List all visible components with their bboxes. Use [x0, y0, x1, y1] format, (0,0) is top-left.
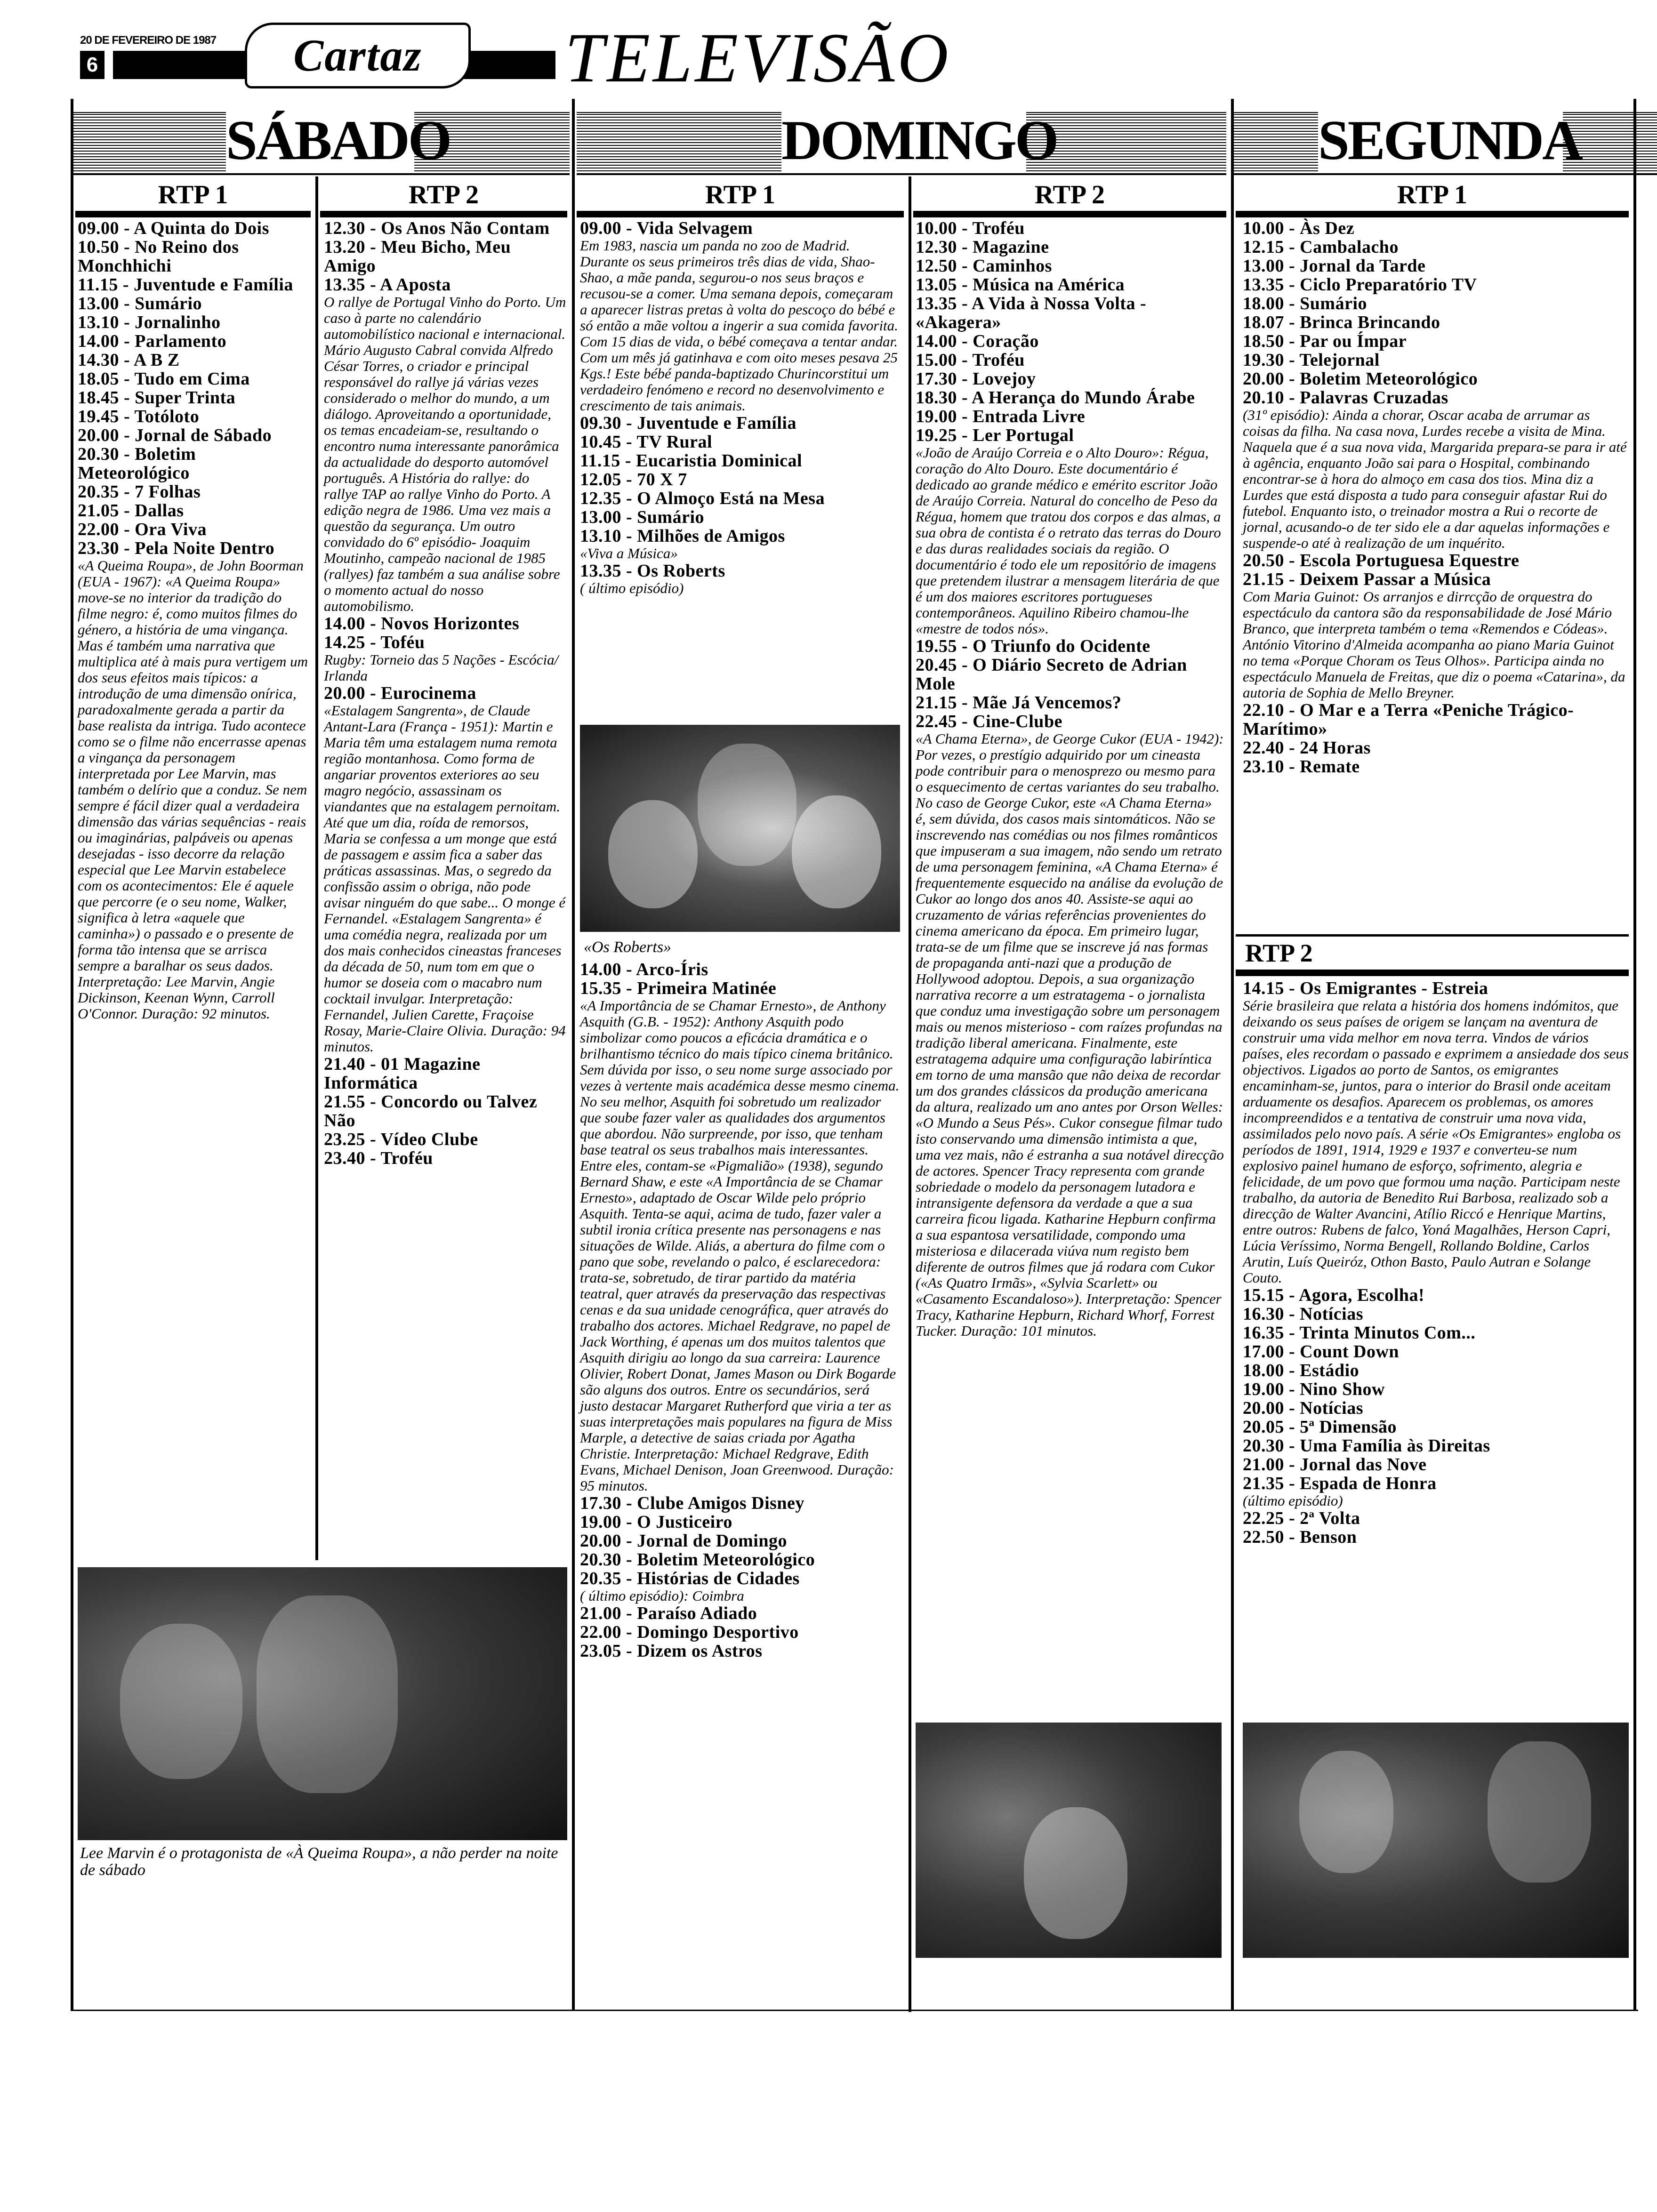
- section-title: TELEVISÃO: [565, 19, 951, 97]
- program-title: 19.25 - Ler Portugal: [916, 425, 1074, 445]
- program-description: «A Chama Eterna», de George Cukor (EUA - 1942): Por vezes, o prestígio adquirido por um cineasta pode contribuir para o menosprezo ou mesmo para o esquecimento de certas variantes do seu trabalho. No caso de George Cukor, este «A Chama Eterna» é, sem dúvida, dos casos mais sintomáticos. Não se inscrevendo nas comédias ou nos filmes românticos que impuseram a sua imagem, não sendo um retrato de uma personagem feminina, «A Chama Eterna» é frequentemente esquecido na análise da evolução de Cukor ao longo dos anos 40. Assiste-se aqui ao cruzamento de várias referências provenientes do cinema americano da época. Em primeiro lugar, trata-se de um filme que se inscreve já nas formas de propaganda anti-nazi que a produção de Hollywood adoptou. Depois, a sua organização narrativa recorre a um estratagema - o jornalista que conduz uma investigação sobre um personagem mais ou menos misterioso - com raízes profundas na tradição liberal americana. Finalmente, este estratagema adquire uma configuração labiríntica em torno de uma mansão que não deixa de recordar um dos grandes clássicos da produção americana da altura, realizado um ano antes por Orson Welles: «O Mundo a Seus Pés». Cukor consegue filmar tudo isto conservando uma dimensão intimista a que, uma vez mais, não é estranha a sua notável direcção de actores. Spencer Tracy representa com grande sobriedade o modelo da personagem lutadora e intransigente defensora da verdade a que a sua carreira ficou ligada. Katharine Hepburn confirma a sua espantosa versatilidade, compondo uma misteriosa e dilacerada viúva num registo bem diferente de outros filmes que já rodara com Cukor («As Quatro Irmãs», «Sylvia Scarlett» ou «Casamento Escandaloso»). Interpretação: Spencer Tracy, Katharine Hepburn, Richard Whorf, Forrest Tucker. Duração: 101 minutos.: [916, 730, 1224, 1339]
- program-description: «A Importância de se Chamar Ernesto», de Anthony Asquith (G.B. - 1952): Anthony Asquith podo simbolizar como poucos a eficácia dramática e o brilhantismo técnico do mais típico cinema britânico. Sem dúvida por isso, o seu nome surge associado por vezes à vertente mais académica desse mesmo cinema. No seu melhor, Asquith foi sobretudo um realizador que soube fazer valer as qualidades dos argumentos que abordou. Não surpreende, por isso, que tenham base teatral os seus trabalhos mais interessantes. Entre eles, contam-se «Pigmalião» (1938), segundo Bernard Shaw, e este «A Importância de se Chamar Ernesto», adaptado de Oscar Wilde pelo próprio Asquith. Tenta-se aqui, acima de tudo, fazer valer a subtil ironia crítica presente nas personagens e nas situações de Wilde. Aliás, a abertura do filme com o pano que sobe, revelando o palco, é esclarecedora: trata-se, sobretudo, de tirar partido da matéria teatral, quer através da preservação das respectivas cenas e da sua unidade cenográfica, quer através do trabalho dos actores. Michael Redgrave, no papel de Jack Worthing, é apenas um dos muitos talentos que Asquith dirigiu ao longo da sua carreira: Laurence Olivier, Robert Donat, James Mason ou Dirk Bogarde são alguns dos outros. Entre os secundários, será justo destacar Margaret Rutherford que viria a ter as suas interpretações mais populares na figura de Miss Marple, a detective de saias criada por Agatha Christie. Interpretação: Michael Redgrave, Edith Evans, Michael Denison, Joan Greenwood. Duração: 95 minutos.: [580, 997, 900, 1494]
- program-title: 13.35 - Os Roberts: [580, 561, 725, 581]
- program-title: 19.30 - Telejornal: [1243, 350, 1380, 370]
- photo-figure: [1299, 1751, 1393, 1873]
- channel-header-sat-rtp2: RTP 2: [320, 178, 567, 217]
- program-title: 20.00 - Jornal de Domingo: [580, 1531, 787, 1551]
- program-title: 18.30 - A Herança do Mundo Árabe: [916, 388, 1195, 408]
- program-title: 19.00 - Entrada Livre: [916, 407, 1086, 426]
- program-description: ( último episódio): [580, 580, 684, 596]
- program-title: 13.35 - Ciclo Preparatório TV: [1243, 275, 1477, 295]
- day-title-saturday: SÁBADO: [226, 103, 414, 173]
- program-title: 23.25 - Vídeo Clube: [324, 1130, 478, 1149]
- channel-header-sat-rtp1: RTP 1: [75, 178, 311, 217]
- program-description: «Viva a Música»: [580, 545, 678, 561]
- program-description: (31º episódio): Ainda a chorar, Oscar acaba de arrumar as coisas da filha. Na casa nova, Lurdes recebe a visita de Mina. Naquela que é a sua nova vida, Margarida prepara-se para ir até à agência, enquanto João sai para o Hospital, combinando encontrar-se à hora do almoço em casa dos tios. Mina diz a Lurdes que está disposta a tudo para conseguir afastar Rui do futebol. Enquanto isto, o treinador mostra a Rui o recorte de jornal, acusando-o de ter sido ele a dar aquelas informações e suspende-o até à realização de um inquérito.: [1243, 407, 1627, 551]
- program-title: 14.00 - Novos Horizontes: [324, 614, 520, 633]
- program-title: 18.05 - Tudo em Cima: [78, 369, 250, 389]
- program-title: 12.50 - Caminhos: [916, 256, 1052, 276]
- photo-figure: [792, 795, 881, 908]
- program-title: 18.50 - Par ou Ímpar: [1243, 331, 1407, 351]
- program-title: 23.40 - Troféu: [324, 1148, 433, 1168]
- program-title: 18.00 - Estádio: [1243, 1361, 1359, 1380]
- program-title: 22.25 - 2ª Volta: [1243, 1508, 1360, 1528]
- program-title: 14.00 - Parlamento: [78, 331, 227, 351]
- program-title: 10.00 - Troféu: [916, 218, 1025, 238]
- program-description: Série brasileira que relata a história dos homens indómitos, que deixando os seus países de origem se lançam na aventura de construir uma vida melhor em nova terra. Vindos de vários países, eles recordam o passado e exprimem a ansiedade dos seus objectivos. Ligados ao porto de Santos, os emigrantes encaminham-se, juntos, para o interior do Brasil onde aceitam arduamente os desafios. Aparecem os problemas, os amores incompreendidos e a tentativa de construir uma nova vida, assimilados pelo novo país. A série «Os Emigrantes» engloba os períodos de 1891, 1914, 1929 e 1937 e converteu-se num explosivo painel humano de esforço, sofrimento, alegria e felicidade, de um povo que formou uma nação. Participam neste trabalho, da autoria de Benedito Rui Barbosa, realizado sob a direcção de Walter Avancini, Atílio Riccó e Henrique Martins, entre outros: Rubens de falco, Yoná Magalhães, Herson Capri, Lúcia Veríssimo, Norma Bengell, Rollando Boldine, Carlos Arutin, Luís Queiróz, Othon Basto, Paulo Autran e Solange Couto.: [1243, 997, 1629, 1286]
- program-title: 11.15 - Juventude e Família: [78, 275, 293, 295]
- program-title: 20.30 - Uma Família às Direitas: [1243, 1436, 1490, 1456]
- program-title: 22.45 - Cine-Clube: [916, 712, 1062, 731]
- day-title-sunday: DOMINGO: [781, 103, 1026, 173]
- program-title: 20.30 - Boletim Meteorológico: [78, 444, 196, 483]
- listing-mon-rtp2: [1243, 979, 1629, 1547]
- program-title: 22.10 - O Mar e a Terra «Peniche Trágico-Marítimo»: [1243, 700, 1574, 739]
- program-title: 21.00 - Jornal das Nove: [1243, 1455, 1427, 1475]
- program-description: Rugby: Torneio das 5 Nações - Escócia/ Irlanda: [324, 651, 559, 684]
- program-title: 14.15 - Os Emigrantes - Estreia: [1243, 978, 1488, 998]
- program-title: 22.00 - Ora Viva: [78, 520, 207, 539]
- program-title: 19.45 - Totóloto: [78, 407, 200, 426]
- program-title: 14.00 - Coração: [916, 331, 1039, 351]
- program-title: 13.35 - A Aposta: [324, 275, 451, 295]
- program-description: (último episódio): [1243, 1492, 1343, 1509]
- listing-sun-rtp2: [916, 219, 1224, 1339]
- channel-header-mon-rtp2-box: [1236, 934, 1629, 976]
- program-description: ( último episódio): Coimbra: [580, 1587, 744, 1604]
- program-title: 20.00 - Boletim Meteorológico: [1243, 369, 1478, 389]
- program-title: 18.00 - Sumário: [1243, 294, 1367, 313]
- program-title: 12.30 - Magazine: [916, 237, 1049, 257]
- program-title: 21.55 - Concordo ou Talvez Não: [324, 1092, 538, 1130]
- photo-benson: [1243, 1723, 1629, 1958]
- program-title: 20.30 - Boletim Meteorológico: [580, 1550, 815, 1570]
- photo-figure: [1488, 1741, 1591, 1883]
- program-title: 23.10 - Remate: [1243, 757, 1360, 777]
- channel-header-mon-rtp1: RTP 1: [1236, 178, 1629, 217]
- listing-sat-rtp1: [78, 219, 311, 1022]
- program-title: 20.45 - O Diário Secreto de Adrian Mole: [916, 655, 1187, 694]
- program-description: «A Queima Roupa», de John Boorman (EUA - 1967): «A Queima Roupa» move-se no interior da tradição do filme negro: é, como muitos filmes do género, a história de uma vingança. Mas é também uma narrativa que multiplica até à mais pura vertigem um dos seus efeitos mais típicos: a introdução de uma dimensão onírica, paradoxalmente gerada a partir da base realista da intriga. Tudo acontece como se o filme não encerrasse apenas a vingança da personagem interpretada por Lee Marvin, mas também o delírio que a conduz. Se nem sempre é fácil dizer qual a verdadeira dimensão das várias sequências - reais ou imaginárias, palpáveis ou apenas desejadas - isso decorre da relação especial que Lee Marvin estabelece com os acontecimentos: Ele é aquele que percorre (e o seu nome, Walker, significa à letra «aquele que caminha») o passado e o presente de forma tão intensa que se arrisca sempre a baralhar os seus dados. Interpretação: Lee Marvin, Angie Dickinson, Keenan Wynn, Carroll O'Connor. Duração: 92 minutos.: [78, 557, 308, 1022]
- program-title: 18.45 - Super Trinta: [78, 388, 236, 408]
- program-title: 09.00 - A Quinta do Dois: [78, 218, 269, 238]
- program-title: 20.35 - Histórias de Cidades: [580, 1569, 800, 1588]
- photo-lee-marvin: [78, 1567, 567, 1840]
- photo-lovejoy: [916, 1723, 1222, 1958]
- program-title: 12.35 - O Almoço Está na Mesa: [580, 489, 825, 508]
- program-title: 16.35 - Trinta Minutos Com...: [1243, 1323, 1476, 1343]
- program-title: 13.10 - Milhões de Amigos: [580, 526, 785, 546]
- program-title: 13.05 - Música na América: [916, 275, 1125, 295]
- program-title: 09.00 - Vida Selvagem: [580, 218, 753, 238]
- program-title: 13.35 - A Vida à Nossa Volta - «Akagera»: [916, 294, 1147, 332]
- program-title: 11.15 - Eucaristia Dominical: [580, 451, 803, 471]
- channel-header-mon-rtp2: RTP 2: [1245, 939, 1313, 967]
- program-title: 20.50 - Escola Portuguesa Equestre: [1243, 551, 1520, 570]
- program-description: Em 1983, nascia um panda no zoo de Madrid. Durante os seus primeiros três dias de vida, Shao-Shao, a mãe panda, segurou-o nos seus braços e recusou-se a comer. Uma semana depois, começaram a aparecer listras pretas à volta do pescoço do bébé e só então a mãe voltou a ingerir a sua comida favorita. Com 15 dias de vida, o bébé começava a tentar andar. Com um mês já gatinhava e com oito meses pesava 25 Kgs.! Este bébé panda-baptizado Churincorstitui um verdadeiro fenómeno e record no desenvolvimento e crescimento de tais animais.: [580, 237, 898, 414]
- photo-figure: [257, 1595, 398, 1793]
- program-title: 20.35 - 7 Folhas: [78, 482, 201, 502]
- program-title: 17.00 - Count Down: [1243, 1342, 1400, 1362]
- program-title: 20.05 - 5ª Dimensão: [1243, 1417, 1397, 1437]
- listing-sat-rtp2: [324, 219, 566, 1168]
- photo-os-roberts: [580, 725, 900, 932]
- program-title: 15.00 - Troféu: [916, 350, 1025, 370]
- program-description: «Estalagem Sangrenta», de Claude Antant-Lara (França - 1951): Martin e Maria têm uma estalagem numa remota região montanhosa. Como forma de angariar proventos exteriores ao seu magro negócio, assassinam os viandantes que na estalagem pernoitam. Até que um dia, roída de remorsos, Maria se confessa a um monge que está de passagem e assim fica a saber das práticas assassinas. Mas, o segredo da confissão assim o obriga, não pode avisar ninguém do que sabe... O monge é Fernandel. «Estalagem Sangrenta» é uma comédia negra, realizada por um dos mais conhecidos cineastas franceses da década de 50, num tom em que o humor se doseia com o macabro num cocktail invulgar. Interpretação: Fernandel, Julien Carette, Fraçoise Rosay, Marie-Claire Olivia. Duração: 94 minutos.: [324, 702, 566, 1055]
- program-title: 22.00 - Domingo Desportivo: [580, 1622, 799, 1642]
- program-title: 17.30 - Clube Amigos Disney: [580, 1493, 804, 1513]
- program-title: 23.05 - Dizem os Astros: [580, 1641, 763, 1661]
- program-title: 13.00 - Sumário: [78, 294, 202, 313]
- program-title: 15.15 - Agora, Escolha!: [1243, 1285, 1425, 1305]
- program-title: 10.45 - TV Rural: [580, 432, 713, 452]
- channel-header-sun-rtp2: RTP 2: [913, 178, 1226, 217]
- program-title: 20.10 - Palavras Cruzadas: [1243, 388, 1448, 408]
- program-title: 20.00 - Notícias: [1243, 1398, 1364, 1418]
- program-title: 21.15 - Deixem Passar a Música: [1243, 569, 1491, 589]
- program-title: 13.10 - Jornalinho: [78, 313, 221, 332]
- photo-caption-os-roberts: «Os Roberts»: [584, 938, 672, 956]
- listing-sun-rtp1: [580, 219, 900, 596]
- program-title: 19.00 - Nino Show: [1243, 1379, 1385, 1399]
- column-rule: [71, 99, 73, 2010]
- program-title: 15.35 - Primeira Matinée: [580, 978, 777, 998]
- program-title: 16.30 - Notícias: [1243, 1304, 1364, 1324]
- bottom-rule: [71, 2010, 1638, 2011]
- column-rule: [1633, 99, 1636, 2010]
- program-title: 13.20 - Meu Bicho, Meu Amigo: [324, 237, 511, 276]
- program-description: «João de Araújo Correia e o Alto Douro»: Régua, coração do Alto Douro. Este documentário é dedicado ao grande médico e emérito escritor João de Araújo Correia. Natural do concelho de Peso da Régua, homem que tratou dos corpos e das almas, a sua obra de contista é o retrato das terras do Douro e das duras realidades sociais da região. O documentário é todo ele um repositório de imagens que pretendem ilustrar a mensagem literária de que é um dos maiores escritores portugueses contemporâneos. Aquilino Ribeiro chamou-lhe «mestre de todos nós».: [916, 444, 1221, 637]
- program-title: 21.05 - Dallas: [78, 501, 184, 521]
- column-rule: [572, 99, 575, 2010]
- program-title: 21.35 - Espada de Honra: [1243, 1474, 1437, 1493]
- program-title: 12.05 - 70 X 7: [580, 470, 687, 489]
- program-title: 21.15 - Mãe Já Vencemos?: [916, 693, 1122, 713]
- program-title: 19.55 - O Triunfo do Ocidente: [916, 636, 1150, 656]
- program-title: 17.30 - Lovejoy: [916, 369, 1036, 389]
- program-title: 22.50 - Benson: [1243, 1527, 1357, 1547]
- program-title: 18.07 - Brinca Brincando: [1243, 313, 1440, 332]
- issue-date: 20 DE FEVEREIRO DE 1987: [80, 34, 217, 47]
- program-title: 23.30 - Pela Noite Dentro: [78, 538, 275, 558]
- program-title: 13.00 - Jornal da Tarde: [1243, 256, 1426, 276]
- program-title: 12.30 - Os Anos Não Contam: [324, 218, 550, 238]
- program-title: 21.00 - Paraíso Adiado: [580, 1603, 757, 1623]
- program-description: Com Maria Guinot: Os arranjos e dirrcção de orquestra do espectáculo da cantora são da responsabilidade de José Mário Branco, que interpreta também o tema «Remendos e Códeas». António Vitorino d'Almeida acompanha ao piano Maria Guinot no tema «Porque Choram os Teus Olhos». Participa ainda no espectáculo Manuela de Freitas, que diz o poema «Catarina», da autoria de Sophia de Mello Breyner.: [1243, 588, 1625, 701]
- day-title-monday: SEGUNDA: [1318, 103, 1563, 173]
- program-title: 12.15 - Cambalacho: [1243, 237, 1399, 257]
- program-title: 21.40 - 01 Magazine Informática: [324, 1054, 481, 1093]
- photo-figure: [608, 800, 698, 908]
- program-title: 20.00 - Jornal de Sábado: [78, 425, 272, 445]
- program-title: 20.00 - Eurocinema: [324, 683, 476, 703]
- program-title: 13.00 - Sumário: [580, 507, 704, 527]
- cropped-next-column: [1638, 174, 1657, 1963]
- listing-sun-rtp1-continued: [580, 960, 900, 1660]
- photo-caption-saturday: Lee Marvin é o protagonista de «À Queima Roupa», a não perder na noite de sábado: [80, 1844, 558, 1879]
- program-title: 09.30 - Juventude e Família: [580, 413, 796, 433]
- program-title: 10.50 - No Reino dos Monchhichi: [78, 237, 239, 276]
- program-description: O rallye de Portugal Vinho do Porto. Um caso à parte no calendário automobilístico nacional e internacional. Mário Augusto Cabral convida Alfredo César Torres, o criador e principal responsável do rallye já várias vezes considerado o melhor do mundo, a um diálogo. Aproveitando a oportunidade, os temas encadeiam-se, resultando o encontro numa interessante panorâmica da actualidade do desporto automóvel português. A História do rallye: do rallye TAP ao rallye Vinho do Porto. A edição negra de 1986. Uma vez mais a questão da segurança. Um outro convidado do 6º episódio- Joaquim Moutinho, campeão nacional de 1985 (rallyes) faz também a sua análise sobre o momento actual do nosso automobilismo.: [324, 294, 566, 614]
- program-title: 10.00 - Às Dez: [1243, 218, 1355, 238]
- cartaz-logo: Cartaz: [245, 23, 471, 88]
- program-title: 19.00 - O Justiceiro: [580, 1512, 732, 1532]
- page-number: 6: [80, 51, 105, 79]
- program-title: 22.40 - 24 Horas: [1243, 738, 1371, 758]
- program-title: 14.25 - Toféu: [324, 633, 425, 652]
- column-rule: [315, 176, 318, 1560]
- photo-figure: [698, 744, 796, 866]
- photo-figure: [120, 1624, 242, 1779]
- program-title: 14.30 - A B Z: [78, 350, 180, 370]
- program-title: 14.00 - Arco-Íris: [580, 960, 708, 979]
- listing-mon-rtp1: [1243, 219, 1629, 776]
- column-rule: [1231, 99, 1234, 2010]
- column-rule: [909, 176, 911, 2012]
- channel-header-sun-rtp1: RTP 1: [577, 178, 904, 217]
- photo-figure: [1024, 1807, 1127, 1939]
